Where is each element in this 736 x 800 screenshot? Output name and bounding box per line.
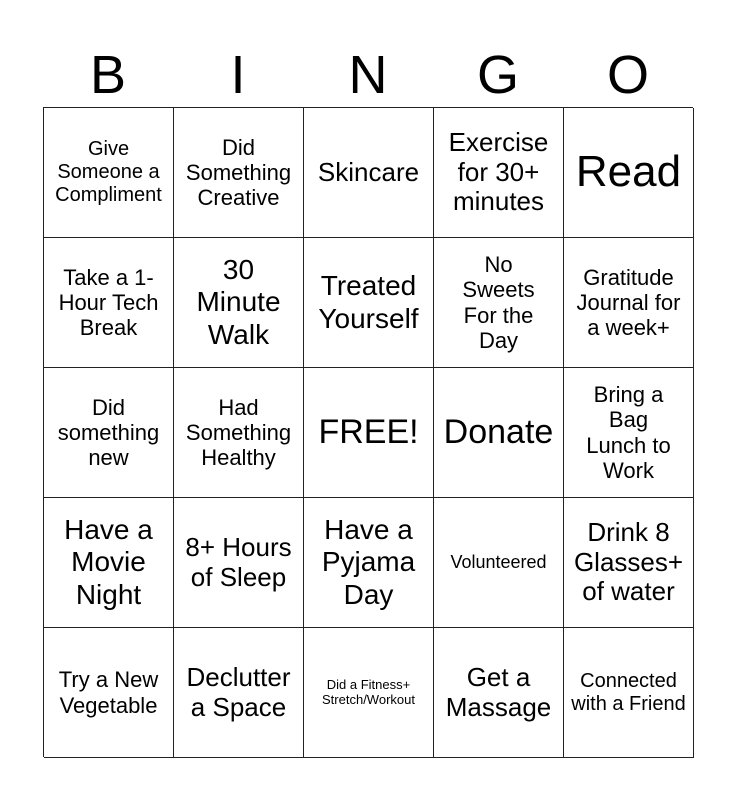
bingo-card-grid [43,107,693,757]
bingo-header [43,44,693,106]
cell-text: Give Someone a Compliment [55,138,162,206]
bingo-cell[interactable] [434,368,564,498]
header-letter-n: N [348,45,388,105]
cell-text: Exercise for 30+ minutes [448,126,549,217]
cell-text: Gratitude Journal for a week+ [576,264,681,341]
cell-text: Drink 8 Glasses+ of water [573,516,684,607]
bingo-cell[interactable] [174,108,304,238]
bingo-cell[interactable] [434,238,564,368]
bingo-cell[interactable] [174,238,304,368]
cell-text: Did a Fitness+ Stretch/Workout [322,676,415,707]
cell-text: Declutter a Space [186,661,291,722]
bingo-cell[interactable] [434,498,564,628]
bingo-cell[interactable] [44,108,174,238]
bingo-cell[interactable] [44,368,174,498]
bingo-cell[interactable] [434,108,564,238]
header-letter-o: O [606,45,649,105]
cell-text: Did something new [57,394,160,471]
cell-text: Donate [443,412,554,451]
header-letter-b: B [89,45,127,105]
bingo-cell[interactable] [44,238,174,368]
cell-text: Treated Yourself [318,270,419,334]
bingo-cell[interactable] [304,498,434,628]
bingo-cell[interactable] [564,238,694,368]
bingo-cell[interactable] [174,498,304,628]
bingo-cell[interactable] [44,628,174,758]
cell-text: Did Something Creative [185,134,292,211]
cell-text: Skincare [317,156,420,187]
cell-text: Get a Massage [445,661,552,722]
bingo-cell[interactable] [304,628,434,758]
cell-text: Had Something Healthy [185,394,292,471]
bingo-cell[interactable] [174,628,304,758]
cell-text: Try a New Vegetable [58,667,159,718]
bingo-cell[interactable] [564,368,694,498]
cell-text: Read [575,147,682,197]
cell-text: No Sweets For the Day [462,251,535,353]
cell-text: 30 Minute Walk [196,254,281,350]
bingo-cell[interactable] [564,628,694,758]
cell-text: Take a 1-Hour Tech Break [58,264,159,341]
bingo-cell[interactable] [434,628,564,758]
bingo-cell[interactable] [304,238,434,368]
bingo-cell[interactable] [304,108,434,238]
cell-text: Have a Movie Night [64,514,153,610]
cell-text: Connected with a Friend [571,669,686,715]
cell-text: 8+ Hours of Sleep [185,531,292,592]
cell-text: Bring a Bag Lunch to Work [586,381,671,483]
bingo-cell[interactable] [44,498,174,628]
header-letter-i: I [230,45,246,105]
cell-text: Have a Pyjama Day [321,514,416,610]
bingo-cell free[interactable] [304,368,434,498]
header-letter-g: G [476,45,519,105]
bingo-cell[interactable] [174,368,304,498]
cell-text: Volunteered [450,552,547,573]
bingo-cell[interactable] [564,108,694,238]
bingo-cell[interactable] [564,498,694,628]
free-space-text: FREE! [318,412,419,451]
